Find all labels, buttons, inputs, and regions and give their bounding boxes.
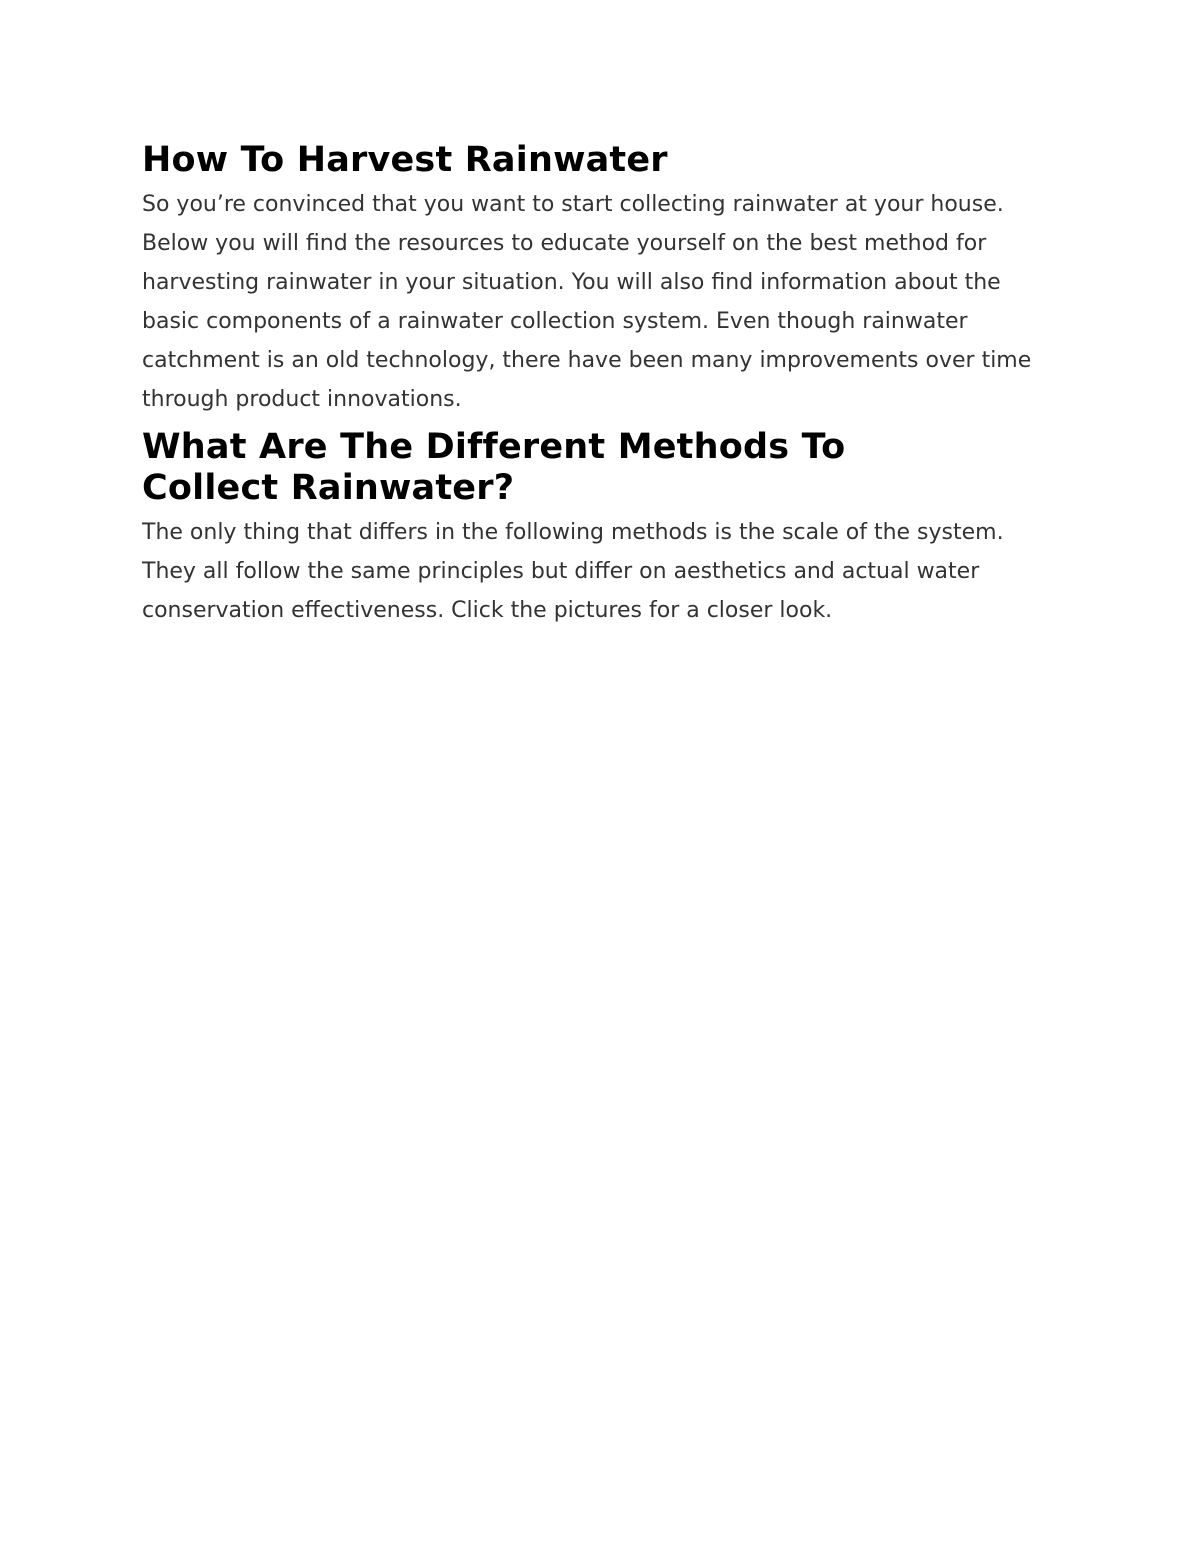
section-heading-how-to-harvest: How To Harvest Rainwater <box>142 140 668 180</box>
section-paragraph-intro: So you’re convinced that you want to start collecting rainwater at your house. Below you will find the resources to educate yourself on the best method for harvesting rainwater in your situation. You will also find information about the basic components of a rainwater collection system. Even though rainwater catchment is an old technology, there have been many improvements over time through product innovations. <box>142 192 1032 412</box>
document-content <box>142 138 1062 630</box>
section-paragraph-methods: The only thing that differs in the following methods is the scale of the system. They all follow the same principles but differ on aesthetics and actual water conservation effectiveness. Click the pictures for a closer look. <box>142 520 1004 623</box>
section-heading-methods: What Are The Different Methods To Collect Rainwater? <box>142 427 846 508</box>
